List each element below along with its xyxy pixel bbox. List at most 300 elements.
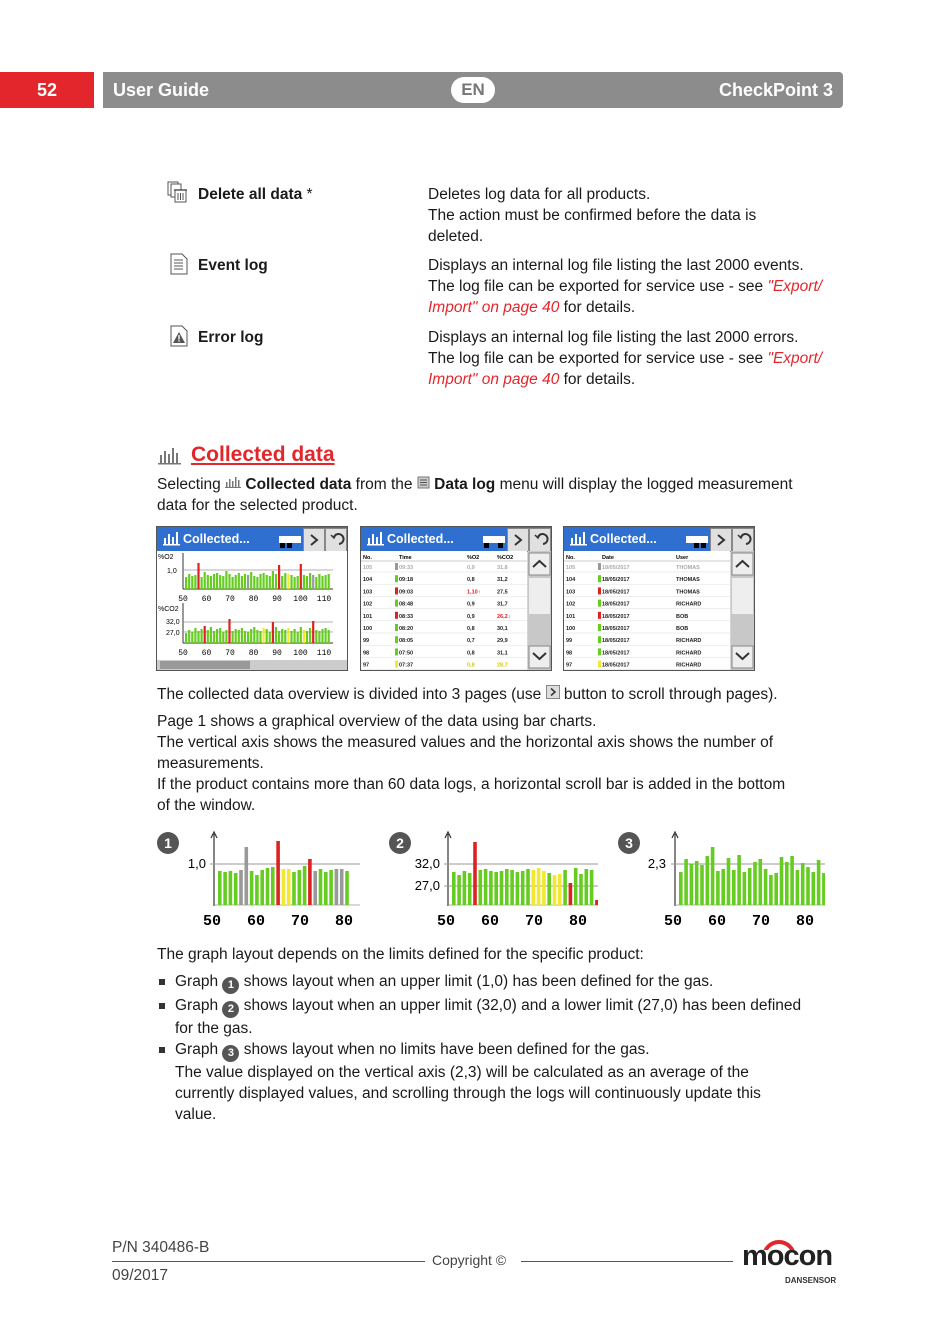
graph-tick-label: 50	[436, 913, 456, 930]
row-status-marker	[598, 648, 601, 655]
graph-bar	[234, 873, 238, 905]
graph-bar	[494, 872, 498, 905]
graph-bar	[579, 874, 583, 905]
row-label-error: Error log	[198, 329, 264, 346]
mini-bottom-bar	[281, 629, 283, 643]
scroll-up-button[interactable]	[529, 553, 550, 575]
mini-top-bar	[238, 573, 240, 589]
table-cell: THOMAS	[676, 589, 700, 596]
mini-bottom-bar	[197, 631, 199, 643]
table-cell: 98	[566, 650, 573, 657]
collected-data-inline-icon	[225, 476, 241, 489]
mini-top-bar	[207, 575, 209, 589]
header-right-title: CheckPoint 3	[718, 80, 833, 100]
graph-bar	[547, 873, 551, 905]
mini-bottom-bar	[259, 631, 261, 643]
screen-table-time	[360, 526, 552, 671]
graph-bar	[521, 871, 525, 905]
mini-bottom-bar	[303, 630, 305, 643]
graph-bar	[753, 862, 757, 905]
section-title: Collected data	[191, 443, 335, 466]
graph-bar	[298, 870, 302, 905]
mini-top-bar	[188, 574, 190, 589]
graph-bar	[245, 847, 249, 905]
mini-top-bar	[300, 564, 302, 589]
graph-bar	[796, 870, 800, 905]
mini-bottom-bar	[306, 631, 308, 643]
graph-bar	[684, 859, 688, 905]
mini-bottom-bar	[194, 628, 196, 643]
mini-bottom-bar	[250, 629, 252, 643]
mini-bottom-bar	[287, 628, 289, 643]
log-table	[361, 551, 551, 670]
mini-bottom-bar	[290, 631, 292, 643]
back-button[interactable]	[325, 528, 347, 552]
graph-bar	[303, 866, 307, 905]
row-status-marker	[598, 612, 601, 619]
graph-bar	[479, 870, 483, 905]
bottom-limit2-label: 27,0	[166, 630, 180, 637]
table-cell: 103	[363, 589, 373, 596]
table-header-cell: User	[676, 555, 689, 561]
graph-bar	[690, 864, 694, 905]
graph-bar	[679, 872, 683, 905]
row-status-marker	[395, 636, 398, 643]
graph-bar	[250, 871, 254, 905]
export-import-link-2[interactable]: "Export/	[767, 350, 823, 367]
graph-bar	[489, 871, 493, 905]
graph-bar	[313, 871, 317, 905]
row-desc-event: Displays an internal log file listing the last 2000 events. The log file can be exported for service use - see "Export/ Import" on page 40 for details.	[428, 257, 823, 316]
graph-bar	[716, 871, 720, 905]
table-cell: 104	[566, 577, 576, 584]
table-cell: 31,2	[497, 577, 508, 584]
bottom-limit1-label: 32,0	[166, 619, 180, 626]
table-cell: 102	[363, 601, 373, 608]
mini-top-bar	[312, 575, 314, 589]
graph-bar	[806, 867, 810, 905]
mini-top-bar	[263, 573, 265, 589]
doc-date: 09/2017	[112, 1267, 169, 1284]
mini-top-bar	[284, 573, 286, 589]
back-button[interactable]	[732, 528, 754, 552]
graph-bar	[260, 870, 264, 905]
graph-tick-label: 80	[334, 913, 354, 930]
mini-bottom-bar	[185, 633, 187, 643]
graph-bar	[764, 869, 768, 905]
mini-top-bar	[306, 576, 308, 589]
row-desc-delete: Deletes log data for all products. The action must be confirmed before the data is deleted.	[428, 186, 757, 245]
graph-bar	[732, 870, 736, 905]
table-cell: 09:33	[399, 565, 414, 571]
logo-arc-icon	[762, 1240, 796, 1250]
mocon-logo: mocon	[742, 1240, 833, 1272]
table-cell: 0,9	[467, 565, 475, 571]
screen-title-text: Collected...	[590, 532, 657, 546]
graph-bar	[239, 870, 243, 905]
table-cell: 31,8	[497, 565, 508, 571]
table-cell: 100	[566, 626, 576, 632]
mini-bottom-bar	[188, 630, 190, 643]
graph-bar	[276, 841, 280, 905]
table-cell: 31,7	[497, 601, 508, 608]
mini-bottom-bar	[284, 630, 286, 643]
mini-bottom-bar	[238, 630, 240, 643]
graph-bar	[700, 865, 704, 905]
graph-tick-label: 80	[568, 913, 588, 930]
graph-bar	[532, 870, 536, 905]
mini-bottom-bar	[318, 631, 320, 643]
mini-bottom-bar	[300, 627, 302, 643]
mini-top-bar	[228, 574, 230, 589]
table-cell: 0,8	[467, 626, 475, 632]
mini-top-bar	[290, 575, 292, 589]
graph-bar	[790, 856, 794, 905]
table-cell: 18/05/2017	[602, 662, 630, 669]
mini-bottom-bar	[278, 631, 280, 643]
graph-bar	[223, 872, 227, 905]
table-cell: RICHARD	[676, 601, 702, 608]
mini-bottom-bar	[315, 630, 317, 643]
graph-bar	[340, 869, 344, 905]
table-cell: 104	[363, 577, 373, 584]
example-graph-1	[180, 828, 360, 930]
mini-top-bar	[250, 572, 252, 589]
graph-badge-3: 3	[618, 832, 640, 854]
mini-top-bar	[287, 574, 289, 589]
bullet-graph-2: Graph 2 shows layout when an upper limit (32,0) and a lower limit (27,0) has been defined for the gas.	[157, 995, 847, 1039]
graph-bar	[695, 861, 699, 905]
page-indicator	[686, 536, 708, 543]
graph-tick-label: 60	[480, 913, 500, 930]
table-cell: 101	[566, 613, 576, 620]
user-table	[564, 551, 754, 670]
error-log-icon	[168, 325, 190, 352]
page-number: 52	[0, 72, 94, 108]
mini-chart-area	[157, 551, 347, 670]
layout-intro: The graph layout depends on the limits defined for the specific product:	[157, 946, 644, 963]
table-cell: 08:20	[399, 626, 414, 632]
mini-top-bar	[315, 577, 317, 589]
row-status-marker	[598, 661, 601, 668]
mini-bottom-bar	[321, 629, 323, 643]
graph-bar	[329, 870, 333, 905]
table-cell: 07:37	[399, 662, 414, 669]
example-graph-2	[408, 828, 598, 930]
mini-bottom-bar	[272, 622, 274, 643]
table-cell: 18/05/2017	[602, 589, 630, 596]
mini-bottom-bar	[207, 630, 209, 643]
screen-table-user	[563, 526, 755, 671]
delete-all-icon	[166, 181, 188, 208]
graph-bar	[463, 871, 467, 905]
overview-paragraph: The collected data overview is divided into 3 pages (use button to scroll through pages).	[157, 686, 778, 703]
graph-bar	[801, 863, 805, 905]
row-status-marker	[395, 600, 398, 607]
scroll-down-button[interactable]	[732, 646, 753, 668]
graph-bar	[500, 871, 504, 905]
export-import-link[interactable]: "Export/	[767, 278, 823, 295]
mini-top-bar	[318, 574, 320, 589]
horizontal-scrollbar-thumb[interactable]	[160, 661, 250, 669]
graph-bar	[287, 869, 291, 905]
graph-bar	[266, 868, 270, 905]
mini-bottom-bar	[275, 627, 277, 643]
table-cell: 97	[363, 662, 370, 669]
table-cell: 1,10↑	[467, 589, 481, 596]
table-cell: 08:05	[399, 638, 414, 645]
table-cell: 31,1	[497, 650, 508, 657]
mini-bottom-bar	[325, 628, 327, 643]
table-cell: 105	[566, 565, 576, 571]
graph-bar	[769, 875, 773, 905]
table-cell: 08:33	[399, 613, 414, 620]
graph-bar	[516, 872, 520, 905]
table-cell: 07:50	[399, 650, 414, 657]
mini-bottom-bar	[201, 629, 203, 643]
table-scroll-thumb[interactable]	[529, 578, 550, 614]
table-cell: BOB	[676, 626, 689, 632]
screen-chart-page	[156, 526, 348, 671]
next-page-button[interactable]	[710, 528, 732, 552]
graph-bar	[229, 871, 233, 905]
table-cell: 18/05/2017	[602, 613, 630, 620]
screen-titlebar-2	[361, 527, 551, 551]
graph-bar	[748, 868, 752, 905]
row-status-marker	[598, 587, 601, 594]
graph-bar	[345, 871, 349, 905]
table-cell: 18/05/2017	[602, 650, 630, 657]
table-cell: 0,8	[467, 662, 475, 669]
mini-top-bar	[325, 575, 327, 589]
screen-titlebar	[157, 527, 347, 551]
mini-bottom-tick: 90	[272, 649, 282, 658]
row-status-marker	[395, 575, 398, 582]
table-cell: THOMAS	[676, 577, 700, 584]
scroll-down-button[interactable]	[529, 646, 550, 668]
table-cell: 18/05/2017	[602, 577, 630, 584]
graph-bar	[335, 869, 339, 905]
graph-badge-2: 2	[389, 832, 411, 854]
mini-top-bar	[197, 563, 199, 589]
collected-data-icon	[158, 445, 182, 470]
graph-tick-label: 70	[290, 913, 310, 930]
graph-bar	[308, 859, 312, 905]
mini-bottom-tick: 80	[248, 649, 259, 658]
table-cell: 18/05/2017	[602, 638, 630, 645]
mini-bottom-bar	[219, 628, 221, 643]
mini-top-tick: 70	[225, 595, 235, 604]
mini-bottom-bar	[216, 629, 218, 643]
row-status-marker	[395, 563, 398, 570]
mini-top-bar	[272, 571, 274, 589]
graph-bar	[505, 869, 509, 905]
mini-top-bar	[219, 575, 221, 589]
mini-top-bar	[278, 565, 280, 589]
row-status-marker	[598, 575, 601, 582]
mini-bottom-bar	[191, 632, 193, 643]
row-status-marker	[598, 600, 601, 607]
table-cell: 0,7	[467, 638, 475, 645]
mini-bottom-bar	[253, 627, 255, 643]
table-cell: 09:03	[399, 589, 414, 596]
mini-bottom-bar	[241, 628, 243, 643]
table-header-cell: Time	[399, 555, 412, 561]
mini-top-tick: 90	[272, 595, 282, 604]
screen-title-text: Collected...	[183, 532, 250, 546]
table-cell: 103	[566, 589, 576, 596]
table-header-cell: %CO2	[497, 555, 514, 561]
table-header-cell: %O2	[467, 555, 480, 561]
graph-bar	[526, 869, 530, 905]
graph3-average-label: 2,3	[647, 856, 666, 871]
mini-top-bar	[204, 572, 206, 589]
mini-bottom-bar	[294, 629, 296, 643]
mini-bottom-bar	[228, 619, 230, 643]
graph-bar	[558, 874, 562, 905]
table-cell: 18/05/2017	[602, 565, 630, 571]
mini-top-bar	[253, 576, 255, 589]
row-label-event: Event log	[198, 257, 268, 274]
graph-tick-label: 50	[663, 913, 683, 930]
table-cell: 105	[363, 565, 373, 571]
graph-bar	[282, 869, 286, 905]
graph-tick-label: 60	[246, 913, 266, 930]
mini-top-bar	[297, 576, 299, 589]
row-status-marker	[395, 648, 398, 655]
graph-bar	[812, 872, 816, 905]
mini-top-bar	[201, 577, 203, 589]
table-cell: 30,1	[497, 626, 508, 632]
graph-bar	[574, 868, 578, 905]
graph-bar	[569, 883, 573, 905]
mini-top-bar	[244, 574, 246, 589]
graph-bar	[218, 871, 222, 905]
mini-top-bar	[210, 576, 212, 589]
next-page-button[interactable]	[303, 528, 325, 552]
table-cell: 0,8	[467, 650, 475, 657]
mini-bottom-bar	[210, 627, 212, 643]
example-graph-3	[640, 828, 825, 930]
table-cell: 0,9	[467, 601, 475, 608]
mini-top-bar	[225, 571, 227, 589]
mini-top-bar	[256, 577, 258, 589]
graph-badge-1: 1	[157, 832, 179, 854]
data-log-inline-icon	[417, 476, 430, 489]
mini-bottom-bar	[328, 630, 330, 643]
graph-bar	[271, 867, 275, 905]
mini-top-bar	[185, 577, 187, 589]
mini-top-bar	[281, 576, 283, 589]
mini-bottom-bar	[204, 626, 206, 643]
mini-top-tick: 60	[201, 595, 212, 604]
table-cell: 27,5	[497, 589, 508, 596]
graph-bar	[324, 872, 328, 905]
graph2-lower-label: 27,0	[414, 878, 440, 893]
page-indicator	[483, 536, 505, 543]
next-page-button[interactable]	[507, 528, 529, 552]
mini-top-bar	[321, 576, 323, 589]
mini-bottom-bar	[269, 632, 271, 643]
language-badge: EN	[451, 77, 495, 103]
mini-top-bar	[222, 576, 224, 589]
graph-bar	[452, 872, 456, 905]
graph-bar	[585, 869, 589, 905]
table-cell: 28,7	[497, 662, 508, 669]
table-cell: 97	[566, 662, 573, 669]
graph-bar	[822, 873, 825, 905]
bullet-graph-3: Graph 3 shows layout when no limits have been defined for the gas. The value displayed on the vertical axis (2,3) will be calculated as an average of the currently displayed values, and scrolling through the logs will continuously update this value.	[157, 1039, 847, 1129]
table-cell: RICHARD	[676, 650, 702, 657]
section-intro: Selecting Collected data from the Data log menu will display the logged measurement data for the selected product.	[157, 476, 793, 514]
scroll-up-button[interactable]	[732, 553, 753, 575]
mini-bottom-bar	[266, 629, 268, 643]
mini-bottom-bar	[244, 631, 246, 643]
graph-bar	[595, 900, 598, 905]
graph-tick-label: 70	[751, 913, 771, 930]
table-cell: RICHARD	[676, 662, 702, 669]
event-log-icon	[168, 253, 190, 280]
mini-top-bar	[309, 573, 311, 589]
header-left-title: User Guide	[113, 80, 210, 100]
graph-tick-label: 50	[202, 913, 222, 930]
table-cell: RICHARD	[676, 638, 702, 645]
logo-subtitle: DANSENSOR	[785, 1276, 837, 1285]
row-status-marker	[598, 636, 601, 643]
graph-tick-label: 70	[524, 913, 544, 930]
mini-bottom-bar	[263, 628, 265, 643]
table-cell: 29,9	[497, 638, 508, 645]
table-cell: 99	[363, 638, 370, 645]
mini-bottom-bar	[309, 628, 311, 643]
graph-bar	[319, 869, 323, 905]
graph-bar	[473, 842, 477, 905]
row-status-marker	[598, 563, 601, 570]
mini-top-bar	[275, 574, 277, 589]
graph-bar	[785, 862, 789, 905]
screen-chart-icon	[367, 531, 385, 546]
graph-bar	[780, 857, 784, 905]
row-desc-error: Displays an internal log file listing the last 2000 errors. The log file can be exported for service use - see "Export/ Import" on page 40 for details.	[428, 329, 823, 388]
mini-top-bar	[259, 574, 261, 589]
table-scroll-thumb[interactable]	[732, 578, 753, 614]
graph2-upper-label: 32,0	[414, 856, 440, 871]
mini-top-tick: 50	[178, 595, 188, 604]
table-cell: 98	[363, 650, 370, 657]
mini-top-bar	[328, 574, 330, 589]
graph-bar	[711, 847, 715, 905]
back-button[interactable]	[529, 528, 551, 552]
mini-top-bar	[269, 576, 271, 589]
export-import-link-cont[interactable]: Import" on page 40	[428, 299, 560, 316]
top-axis-label: %O2	[158, 554, 174, 561]
table-cell: 0,9	[467, 613, 475, 620]
screen-title-text: Collected...	[387, 532, 454, 546]
mini-bottom-bar	[312, 621, 314, 643]
mini-top-bar	[213, 574, 215, 589]
row-label-delete: Delete all data *	[198, 186, 313, 203]
table-cell: 26,2↓	[497, 613, 511, 620]
mini-bottom-tick: 110	[316, 649, 332, 658]
mini-top-tick: 100	[293, 595, 308, 604]
next-page-inline-icon	[546, 685, 560, 699]
export-import-link-2-cont[interactable]: Import" on page 40	[428, 371, 560, 388]
graph-tick-label: 80	[795, 913, 815, 930]
page-indicator	[279, 536, 301, 543]
table-cell: 101	[363, 613, 373, 620]
graph-bar	[590, 870, 594, 905]
mini-bottom-bar	[256, 630, 258, 643]
